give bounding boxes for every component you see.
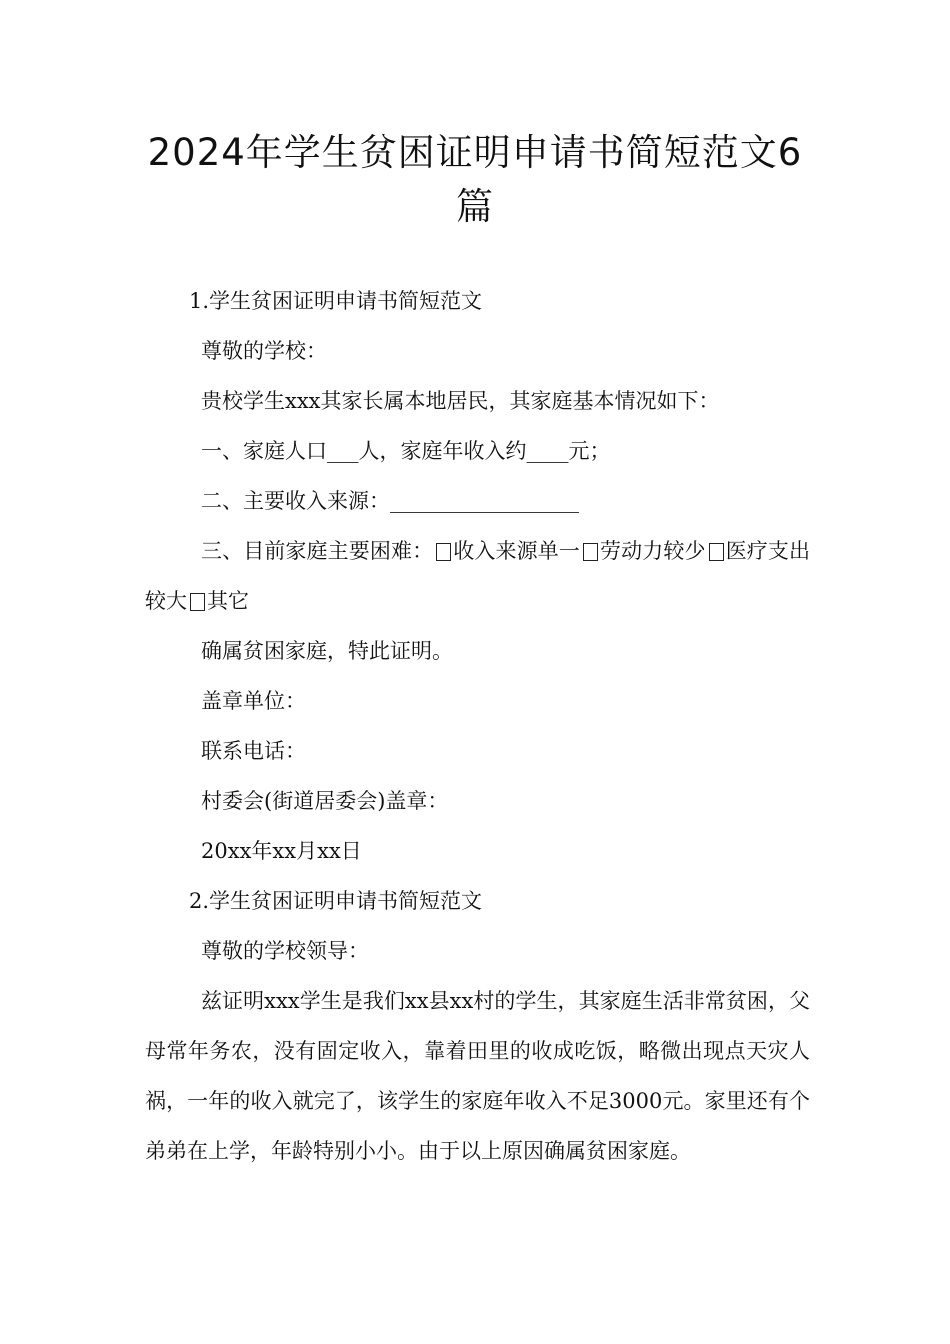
- confirmation-line: 确属贫困家庭，特此证明。: [201, 639, 453, 663]
- phone-line: 联系电话：: [201, 739, 306, 763]
- stamp-unit-line: 盖章单位：: [201, 689, 306, 713]
- difficulty-option-4: 其它: [207, 589, 249, 613]
- document-body: [145, 276, 810, 1176]
- checkbox-icon: [190, 593, 205, 611]
- section-heading-2: 2.学生贫困证明申请书简短范文: [189, 889, 483, 913]
- date-line: 20xx年xx月xx日: [201, 839, 362, 863]
- checkbox-icon: [583, 543, 598, 561]
- difficulty-option-2: 劳动力较少: [599, 539, 706, 563]
- intro-paragraph: 贵校学生xxx其家长属本地居民，其家庭基本情况如下：: [201, 389, 720, 413]
- difficulty-prefix: 三、目前家庭主要困难：: [201, 539, 434, 563]
- checkbox-icon: [436, 543, 451, 561]
- family-population-line: 一、家庭人口___人，家庭年收入约____元；: [201, 439, 611, 463]
- salutation-2: 尊敬的学校领导：: [201, 939, 369, 963]
- section-heading-1: 1.学生贫困证明申请书简短范文: [189, 289, 483, 313]
- income-source-line: 二、主要收入来源：__________________: [201, 489, 579, 513]
- salutation-1: 尊敬的学校：: [201, 339, 327, 363]
- document-title: 2024年学生贫困证明申请书简短范文6篇: [147, 131, 803, 228]
- certification-paragraph: 兹证明xxx学生是我们xx县xx村的学生，其家庭生活非常贫困，父母常年务农，没有固定收入，靠着田里的收成吃饭，略微出现点天灾人祸，一年的收入就完了，该学生的家庭年收入不足3000元。家里还有个弟弟在上学，年龄特别小小。由于以上原因确属贫困家庭。: [145, 989, 810, 1163]
- committee-stamp-line: 村委会(街道居委会)盖章：: [201, 789, 449, 813]
- difficulty-option-1: 收入来源单一: [453, 539, 580, 563]
- difficulty-line: [145, 526, 810, 626]
- difficulty-option-3: 医疗支出较大: [145, 539, 811, 613]
- checkbox-icon: [709, 543, 724, 561]
